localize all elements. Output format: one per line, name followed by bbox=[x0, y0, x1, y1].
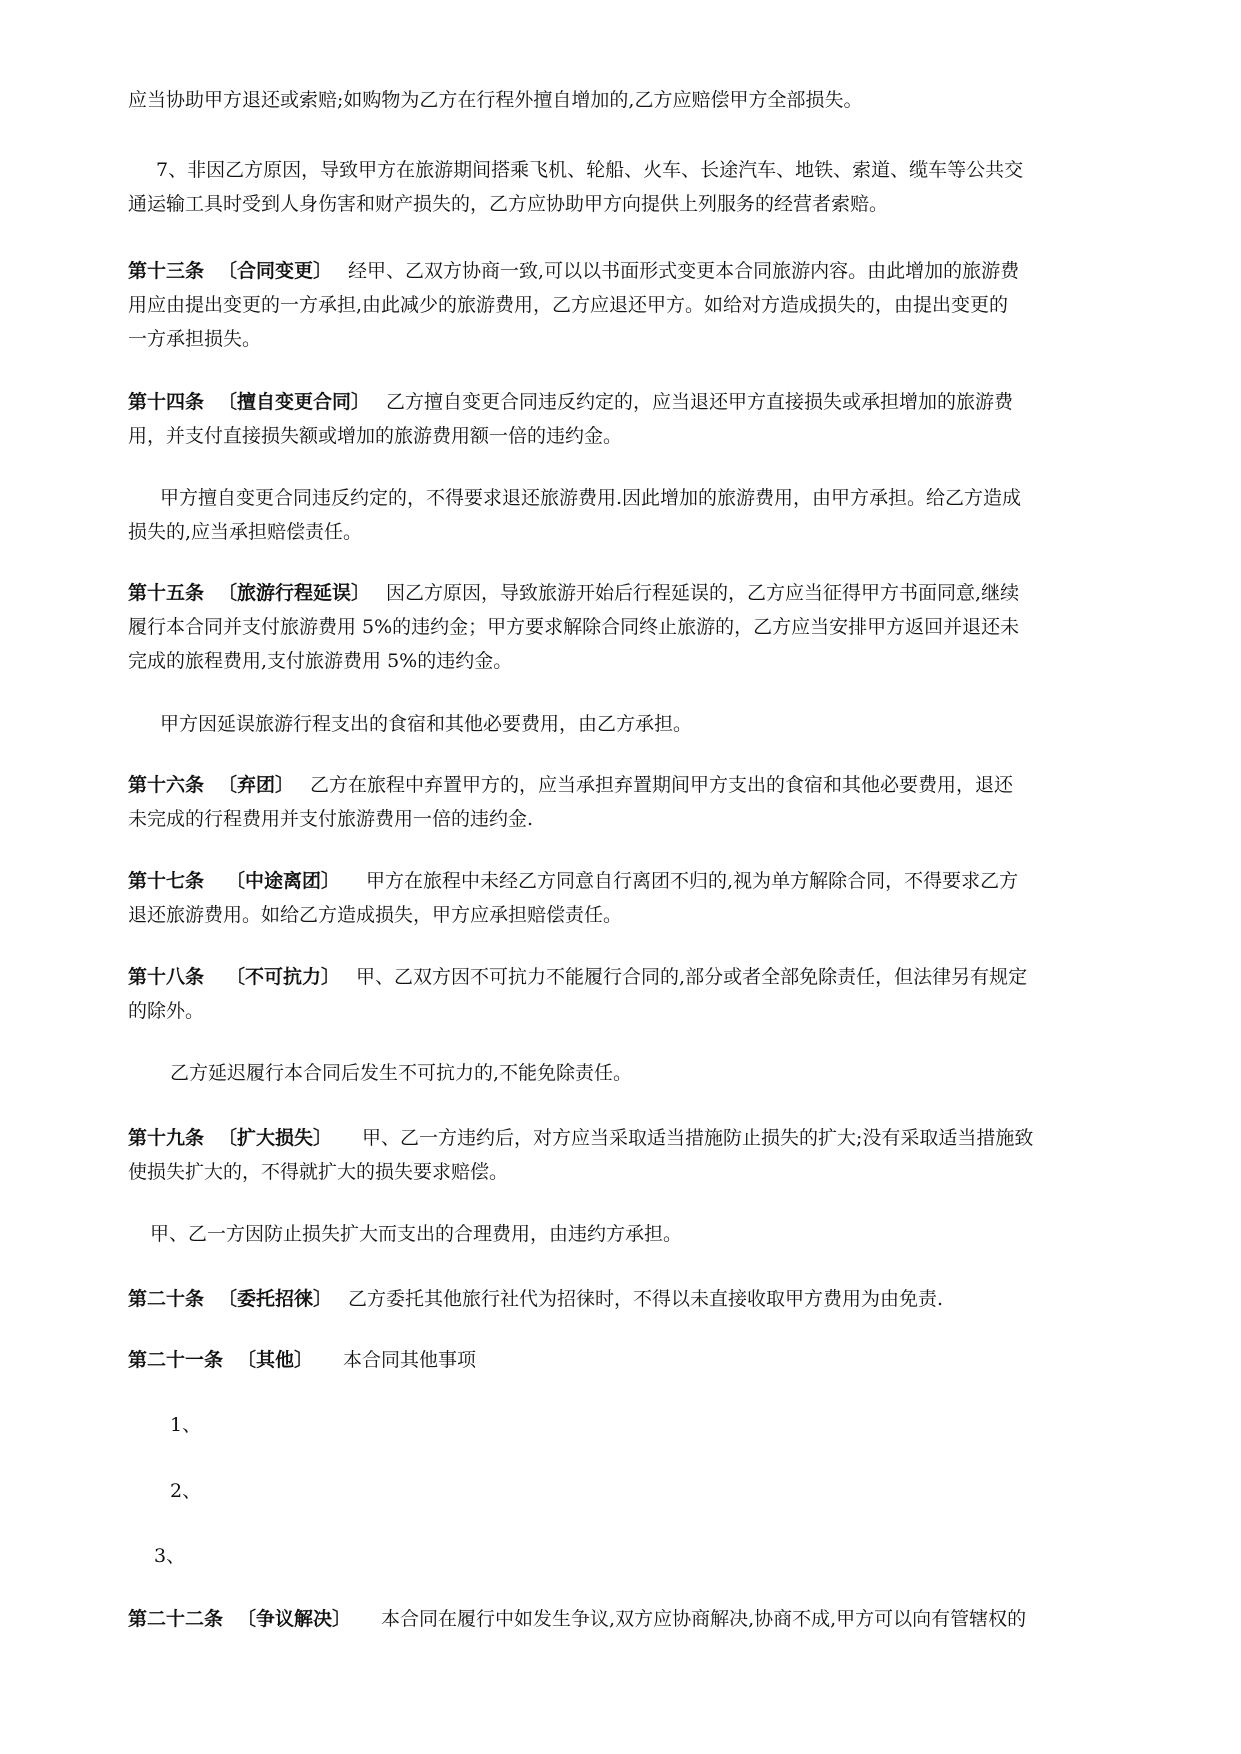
text-line: 用，并支付直接损失额或增加的旅游费用额一倍的违约金。 bbox=[128, 425, 623, 447]
text-line: 完成的旅程费用,支付旅游费用 5%的违约金。 bbox=[128, 650, 513, 672]
article-13 bbox=[128, 254, 1138, 356]
article-14 bbox=[128, 385, 1138, 453]
text-line: 损失的,应当承担赔偿责任。 bbox=[128, 521, 363, 543]
paragraph bbox=[128, 707, 1138, 741]
article-19 bbox=[128, 1121, 1138, 1189]
text-line: 甲方因延误旅游行程支出的食宿和其他必要费用，由乙方承担。 bbox=[160, 713, 693, 735]
text-line: 一方承担损失。 bbox=[128, 328, 262, 350]
article-number: 第十五条 bbox=[128, 582, 205, 604]
text-line: 甲、乙一方因防止损失扩大而支出的合理费用，由违约方承担。 bbox=[150, 1223, 683, 1245]
text-line: 2、 bbox=[170, 1480, 202, 1502]
text-line: 使损失扩大的，不得就扩大的损失要求赔偿。 bbox=[128, 1161, 509, 1183]
article-number: 第十六条 bbox=[128, 774, 205, 796]
article-number: 第十九条 bbox=[128, 1127, 205, 1149]
paragraph bbox=[128, 1217, 1138, 1251]
list-item bbox=[128, 1408, 1138, 1442]
article-heading: 〔不可抗力〕 bbox=[226, 966, 341, 988]
text-line: 甲、乙一方违约后，对方应当采取适当措施防止损失的扩大;没有采取适当措施致 bbox=[362, 1127, 1034, 1149]
paragraph bbox=[128, 481, 1138, 549]
article-number: 第二十二条 bbox=[128, 1608, 224, 1630]
text-line: 本合同在履行中如发生争议,双方应协商解决,协商不成,甲方可以向有管辖权的 bbox=[381, 1608, 1027, 1630]
article-heading: 〔其他〕 bbox=[237, 1349, 314, 1371]
article-heading: 〔争议解决〕 bbox=[237, 1608, 352, 1630]
list-item bbox=[128, 1474, 1138, 1508]
article-number: 第十八条 bbox=[128, 966, 205, 988]
text-line: 未完成的行程费用并支付旅游费用一倍的违约金. bbox=[128, 808, 534, 830]
list-item bbox=[128, 1539, 1138, 1573]
article-number: 第二十一条 bbox=[128, 1349, 224, 1371]
text-line: 乙方擅自变更合同违反约定的，应当退还甲方直接损失或承担增加的旅游费 bbox=[386, 391, 1014, 413]
article-number: 第二十条 bbox=[128, 1288, 205, 1310]
text-line: 本合同其他事项 bbox=[343, 1349, 477, 1371]
text-line: 3、 bbox=[154, 1545, 186, 1567]
article-18 bbox=[128, 960, 1138, 1028]
article-heading: 〔擅自变更合同〕 bbox=[218, 391, 371, 413]
text-line: 甲方擅自变更合同违反约定的，不得要求退还旅游费用.因此增加的旅游费用，由甲方承担。给乙方造成 bbox=[160, 487, 1022, 509]
paragraph bbox=[128, 1056, 1138, 1090]
article-heading: 〔合同变更〕 bbox=[218, 260, 333, 282]
text-line: 因乙方原因，导致旅游开始后行程延误的，乙方应当征得甲方书面同意,继续 bbox=[386, 582, 1020, 604]
article-heading: 〔弃团〕 bbox=[218, 774, 295, 796]
article-20 bbox=[128, 1282, 1138, 1316]
article-15 bbox=[128, 576, 1138, 678]
text-line: 1、 bbox=[170, 1414, 202, 1436]
article-22 bbox=[128, 1602, 1138, 1636]
text-line: 用应由提出变更的一方承担,由此减少的旅游费用，乙方应退还甲方。如给对方造成损失的，由提出变更的 bbox=[128, 294, 1009, 316]
text-line: 通运输工具时受到人身伤害和财产损失的，乙方应协助甲方向提供上列服务的经营者索赔。 bbox=[128, 193, 889, 215]
article-heading: 〔旅游行程延误〕 bbox=[218, 582, 371, 604]
text-line: 7、非因乙方原因，导致甲方在旅游期间搭乘飞机、轮船、火车、长途汽车、地铁、索道、缆车等公共交 bbox=[156, 159, 1024, 181]
text-line: 履行本合同并支付旅游费用 5%的违约金；甲方要求解除合同终止旅游的，乙方应当安排甲方返回并退还未 bbox=[128, 616, 1020, 638]
article-number: 第十三条 bbox=[128, 260, 205, 282]
text-line: 甲、乙双方因不可抗力不能履行合同的,部分或者全部免除责任，但法律另有规定 bbox=[356, 966, 1028, 988]
article-number: 第十四条 bbox=[128, 391, 205, 413]
article-16 bbox=[128, 768, 1138, 836]
text-line: 甲方在旅程中未经乙方同意自行离团不归的,视为单方解除合同，不得要求乙方 bbox=[366, 870, 1019, 892]
article-number: 第十七条 bbox=[128, 870, 205, 892]
article-heading: 〔委托招徕〕 bbox=[218, 1288, 333, 1310]
paragraph-item-7 bbox=[128, 153, 1138, 221]
article-17 bbox=[128, 864, 1138, 932]
text-line: 乙方在旅程中弃置甲方的，应当承担弃置期间甲方支出的食宿和其他必要费用，退还 bbox=[310, 774, 1014, 796]
text-line: 应当协助甲方退还或索赔;如购物为乙方在行程外擅自增加的,乙方应赔偿甲方全部损失。 bbox=[128, 89, 863, 111]
text-line: 经甲、乙双方协商一致,可以以书面形式变更本合同旅游内容。由此增加的旅游费 bbox=[348, 260, 1020, 282]
text-line: 的除外。 bbox=[128, 1000, 205, 1022]
paragraph-continuation bbox=[128, 83, 1138, 117]
article-21 bbox=[128, 1343, 1138, 1377]
article-heading: 〔中途离团〕 bbox=[226, 870, 341, 892]
text-line: 乙方延迟履行本合同后发生不可抗力的,不能免除责任。 bbox=[170, 1062, 633, 1084]
article-heading: 〔扩大损失〕 bbox=[218, 1127, 333, 1149]
text-line: 乙方委托其他旅行社代为招徕时，不得以未直接收取甲方费用为由免责. bbox=[348, 1288, 944, 1310]
text-line: 退还旅游费用。如给乙方造成损失，甲方应承担赔偿责任。 bbox=[128, 904, 623, 926]
